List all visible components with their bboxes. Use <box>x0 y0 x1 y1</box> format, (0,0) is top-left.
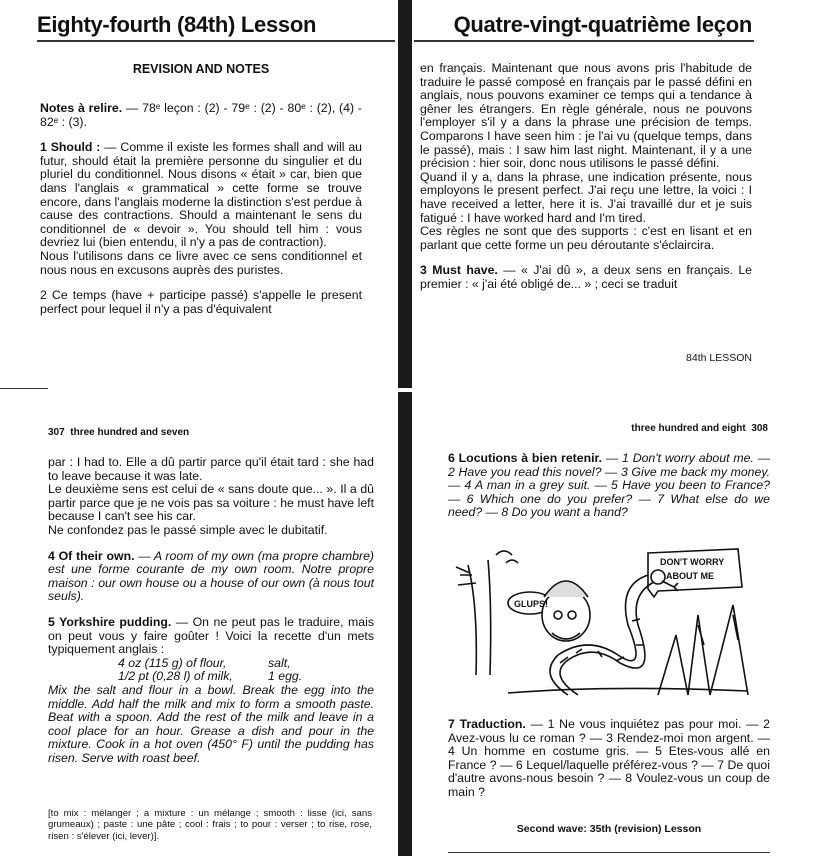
second-wave-note: Second wave: 35th (revision) Lesson <box>516 823 702 835</box>
page-header-307: 307 three hundred and seven <box>48 427 190 438</box>
revision-heading: REVISION AND NOTES <box>132 62 270 76</box>
note-6: 6 Locutions à bien retenir. — 1 Don't worry about me. — 2 Have you read this novel? — 3 Give me back my money. — 4 A man in a grey suit. — 5 Have you been to France? — 6 Which one do you prefer? — 7 What else do we need? — 8 Do you want a hand? <box>448 451 770 520</box>
present-perfect-conclusion: Ces règles ne sont que des supports : c'est en lisant et en parlant que cette forme un peu déroutante s'éclaircira. <box>420 224 752 252</box>
recipe-line-2: 1/2 pt (0,28 l) of milk, 1 egg. <box>118 669 303 684</box>
speech-bubble-text-2: ABOUT ME <box>666 571 714 581</box>
left-bottom-body <box>48 456 374 765</box>
note-1: 1 Should : — Comme il existe les formes shall and will au futur, should était la première personne du singulier et du pluriel du conditionnel. Nous disons « était » car, bien que dans l'anglais « grammatical » cette forme se trouve encore, dans l'anglais moderne la distinction s'est perdue à cause des contractions. Should a maintenant le sens du conditionnel de « devoir ». You should tell him : vous devriez lui (bien entendu, il n'y a pas de contraction). <box>40 140 362 250</box>
page-footer-lesson: 84th LESSON <box>686 352 752 364</box>
must-have-warning: Ne confondez pas le passé simple avec le dubitatif. <box>48 522 328 537</box>
notes-to-reread: Notes à relire. — 78ᵉ leçon : (2) - 79ᵉ : (2) - 80ᵉ : (2), (4) - 82ᵉ : (3). <box>40 101 362 129</box>
title-underline-right <box>414 40 754 42</box>
title-underline-left <box>37 40 395 42</box>
recipe-line-1: 4 oz (115 g) of flour, salt, <box>118 655 291 670</box>
glups-text: GLUPS! <box>514 599 549 609</box>
page-header-308: three hundred and eight 308 <box>631 423 768 434</box>
note-1-cont: Nous l'utilisons dans ce livre avec ce sens conditionnel et nous nous en excusons auprès des puristes. <box>40 248 362 277</box>
must-have-second-sense: Le deuxième sens est celui de « sans doute que... ». Il a dû partir parce que je ne vois pas sa voiture : he must have left because I can't see his car. <box>48 482 374 524</box>
top-page-rule-left <box>0 388 48 389</box>
book-spine-bottom <box>398 392 412 856</box>
note-4: 4 Of their own. — A room of my own (ma propre chambre) est une forme courante de my own room. Notre propre maison : our own house ou a house of our own (à nous tout seuls). <box>48 548 374 604</box>
left-top-body <box>40 62 362 316</box>
recipe-instructions: Mix the salt and flour in a bowl. Break the egg into the middle. Add half the milk and mix to form a smooth paste. Beat with a spoon. Add the rest of the milk and leave in a cool place for an hour. Grease a dish and pour in the mixture. Cook in a hot oven (450° F) until the pudding has risen. Serve with roast beef. <box>48 682 374 765</box>
speech-bubble-text-1: DON'T WORRY <box>660 557 725 567</box>
right-top-body <box>420 62 752 292</box>
present-perfect-explanation: en français. Maintenant que nous avons pris l'habitude de traduire le passé composé en français par le passé défini en anglais, nous pouvons examiner ce temps qui a tendance à gêner les étrangers. En règle générale, nous ne pouvons l'employer s'il y a dans la phrase une précision de temps. Comparons I have seen him : je l'ai vu (quelque temps, dans le passé), mais : I saw him last night. Maintenant, il y a une précision : hier soir, donc nous utilisons le passé défini. <box>420 61 752 171</box>
lesson-title-english: Eighty-fourth (84th) Lesson <box>37 12 317 37</box>
present-perfect-usage: Quand il y a, dans la phrase, une indication présente, nous employons le present perfect. J'ai reçu une lettre, la voici : I have received a letter, here it is. J'ai travaillé dur et je suis fatigué : I have worked hard and I'm tired. <box>420 169 752 225</box>
glossary: [to mix : mélanger ; a mixture : un mélange ; smooth : lisse (ici, sans grumeaux) ; paste : une pâte ; cool : frais ; to pour : verser ; to rise, rose, risen : s'élever (ici, lever)]. <box>48 808 372 842</box>
cartoon-illustration <box>448 545 770 705</box>
note-7: 7 Traduction. — 1 Ne vous inquiétez pas pour moi. — 2 Avez-vous lu ce roman ? — 3 Rendez-moi mon argent. — 4 Un homme en costume gris. — 5 Etes-vous allé en France ? — 6 Lequel/laquelle préférez-vous ? — 7 De quoi d'autre avons-nous besoin ? — 8 Voulez-vous un coup de main ? <box>448 717 770 799</box>
book-spine-top <box>398 0 412 388</box>
lesson-title-french: Quatre-vingt-quatrième leçon <box>453 12 752 37</box>
note-2: 2 Ce temps (have + participe passé) s'appelle le present perfect pour lequel il n'y a pas d'équivalent <box>40 288 362 316</box>
must-have-first-sense: par : I had to. Elle a dû partir parce qu'il était tard : she had to leave because it was late. <box>48 455 374 483</box>
note-3: 3 Must have. — « J'ai dû », a deux sens en français. Le premier : « j'ai été obligé de... » ; ceci se traduit <box>420 263 753 291</box>
snake-cartoon-icon <box>448 545 770 705</box>
bottom-rule-right <box>448 852 770 853</box>
note-5: 5 Yorkshire pudding. — On ne peut pas le traduire, mais on peut vous y faire goûter ! Voici la recette d'un mets typiquement anglais : <box>48 614 374 657</box>
